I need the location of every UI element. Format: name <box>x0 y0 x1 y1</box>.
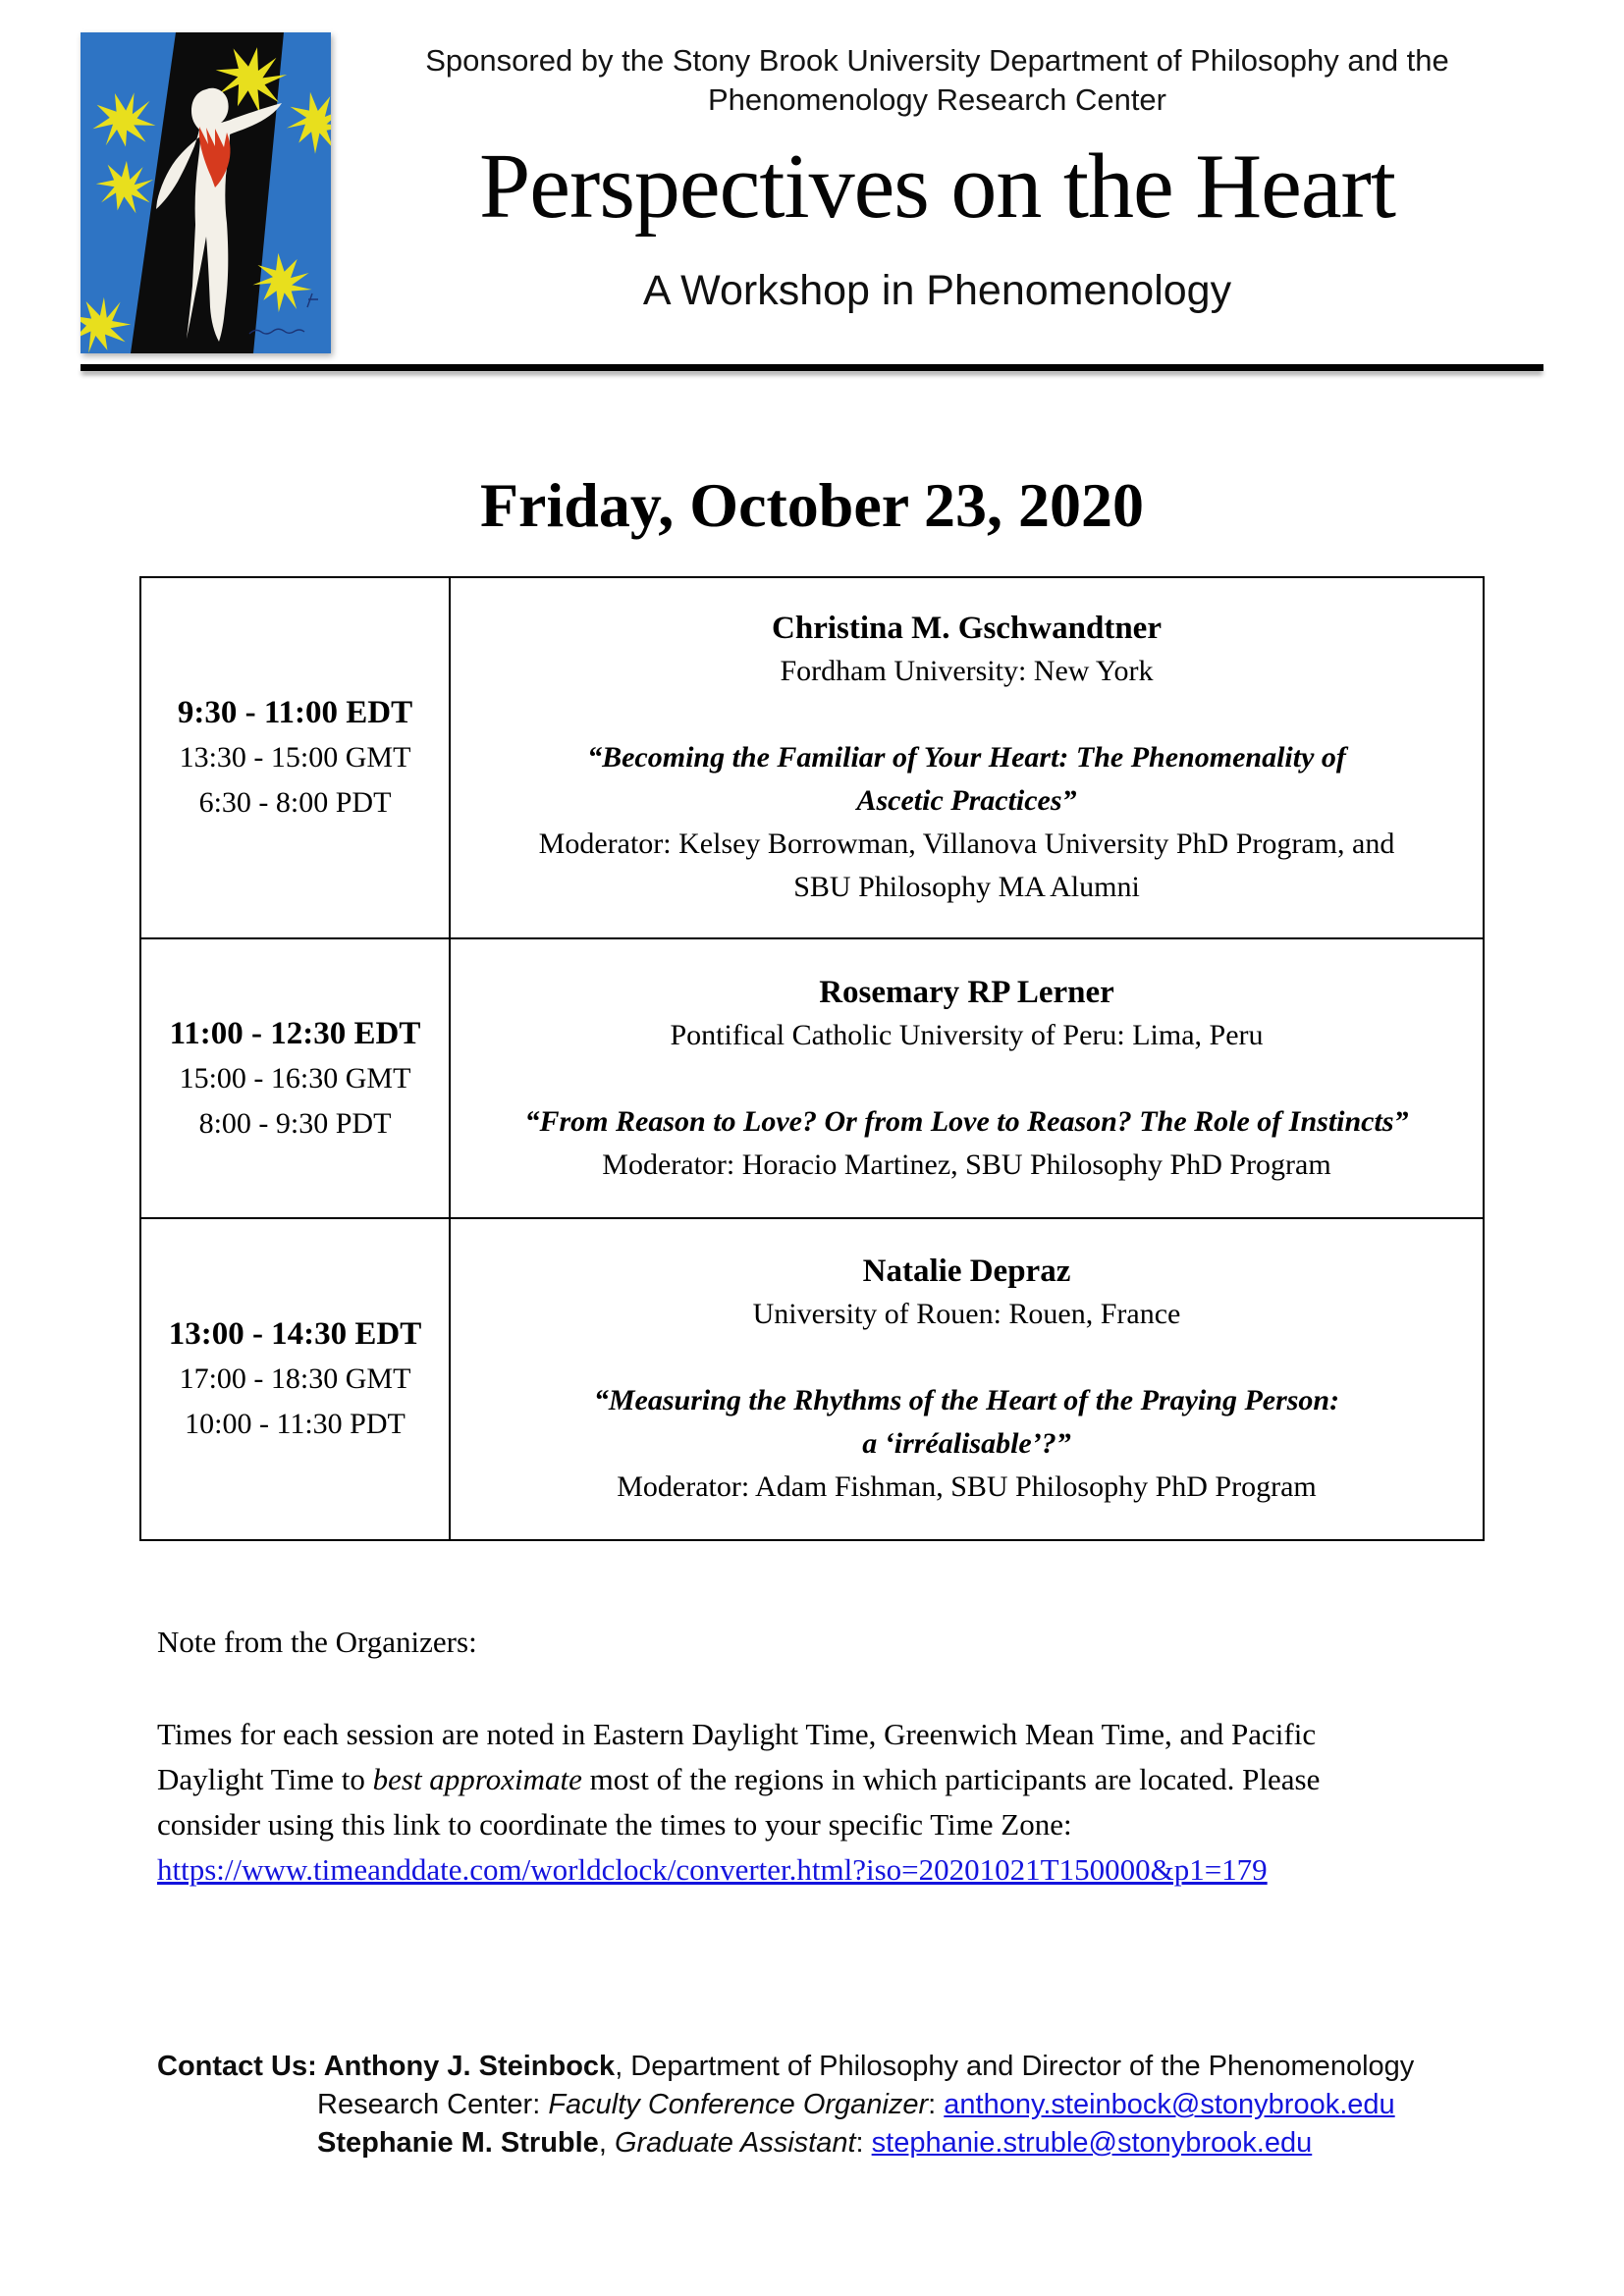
moderator-line: Moderator: Kelsey Borrowman, Villanova University PhD Program, and <box>538 828 1395 860</box>
schedule-table <box>139 576 1485 1541</box>
email-link-steinbock[interactable]: anthony.steinbock@stonybrook.edu <box>944 2089 1395 2120</box>
time-pdt: 10:00 - 11:30 PDT <box>185 1408 406 1440</box>
time-edt: 9:30 - 11:00 EDT <box>177 695 413 730</box>
contact-line-1 <box>157 2048 1492 2086</box>
moderator-line: Moderator: Horacio Martinez, SBU Philosophy PhD Program <box>602 1148 1331 1181</box>
spacer <box>464 1057 1469 1100</box>
time-pdt: 8:00 - 9:30 PDT <box>198 1106 392 1140</box>
session-row <box>140 938 1484 1218</box>
contact-text: , Department of Philosophy and Director of the Phenomenology <box>615 2051 1415 2082</box>
talk-title-line: a ‘irréalisable’?” <box>862 1427 1071 1460</box>
talk-title-line: “From Reason to Love? Or from Love to Reason? The Role of Instincts” <box>524 1104 1409 1138</box>
matisse-icarus-artwork <box>81 32 331 353</box>
page-title: Perspectives on the Heart <box>479 135 1395 238</box>
note-text-line: consider using this link to coordinate the times to your specific Time Zone: <box>157 1807 1072 1842</box>
talk-title-line: Ascetic Practices” <box>856 784 1077 817</box>
speaker-name: Christina M. Gschwandtner <box>772 611 1162 646</box>
time-cell <box>140 1218 450 1540</box>
spacer <box>464 1336 1469 1379</box>
speaker-affiliation: University of Rouen: Rouen, France <box>752 1298 1181 1330</box>
moderator-line: Moderator: Adam Fishman, SBU Philosophy PhD Program <box>617 1470 1317 1503</box>
note-heading: Note from the Organizers: <box>157 1625 477 1659</box>
contact-name-bold: Contact Us: Anthony J. Steinbock <box>157 2051 616 2082</box>
contact-text: : <box>928 2089 945 2120</box>
session-row <box>140 1218 1484 1540</box>
header-rule <box>81 364 1543 371</box>
organizers-note <box>157 1620 1463 1893</box>
note-text-segment: most of the regions in which participants are located. Please <box>581 1762 1321 1796</box>
contact-text: Research Center: <box>317 2089 549 2120</box>
time-gmt: 15:00 - 16:30 GMT <box>179 1061 411 1095</box>
time-pdt: 6:30 - 8:00 PDT <box>198 786 392 819</box>
note-text-line: Times for each session are noted in Eastern Daylight Time, Greenwich Mean Time, and Pacific <box>157 1717 1317 1751</box>
header <box>331 41 1543 315</box>
session-row <box>140 577 1484 938</box>
speaker-affiliation: Fordham University: New York <box>780 655 1154 687</box>
contact-text: : <box>855 2127 872 2159</box>
timezone-converter-link[interactable]: https://www.timeanddate.com/worldclock/converter.html?iso=20201021T150000&p1=179 <box>157 1852 1268 1887</box>
speaker-name: Rosemary RP Lerner <box>819 974 1114 1010</box>
date-heading: Friday, October 23, 2020 <box>479 470 1145 540</box>
time-edt: 11:00 - 12:30 EDT <box>169 1015 421 1051</box>
time-cell <box>140 577 450 938</box>
moderator-line: SBU Philosophy MA Alumni <box>793 871 1140 903</box>
time-gmt: 13:30 - 15:00 GMT <box>179 741 411 774</box>
contact-text: , <box>598 2127 615 2159</box>
sponsor-line-1: Sponsored by the Stony Brook University Department of Philosophy and the <box>425 43 1449 78</box>
contact-block <box>157 2048 1492 2163</box>
sponsor-line-2: Phenomenology Research Center <box>708 82 1166 117</box>
note-text-segment: Daylight Time to <box>157 1762 373 1796</box>
session-cell <box>450 577 1484 938</box>
contact-role-italic: Faculty Conference Organizer <box>548 2089 929 2120</box>
spacer <box>464 693 1469 736</box>
contact-line-2 <box>317 2086 1492 2124</box>
time-edt: 13:00 - 14:30 EDT <box>168 1316 422 1352</box>
session-cell <box>450 938 1484 1218</box>
speaker-name: Natalie Depraz <box>862 1254 1071 1289</box>
page-subtitle: A Workshop in Phenomenology <box>642 267 1232 314</box>
note-text-italic: best approximate <box>372 1762 582 1796</box>
session-cell <box>450 1218 1484 1540</box>
note-text-line <box>157 1757 1463 1802</box>
contact-name-bold: Stephanie M. Struble <box>317 2127 599 2159</box>
time-gmt: 17:00 - 18:30 GMT <box>179 1362 411 1395</box>
email-link-struble[interactable]: stephanie.struble@stonybrook.edu <box>871 2127 1313 2159</box>
contact-role-italic: Graduate Assistant <box>614 2127 856 2159</box>
speaker-affiliation: Pontifical Catholic University of Peru: Lima, Peru <box>670 1018 1264 1051</box>
talk-title-line: “Measuring the Rhythms of the Heart of the Praying Person: <box>593 1384 1340 1416</box>
contact-line-3 <box>317 2124 1492 2163</box>
talk-title-line: “Becoming the Familiar of Your Heart: The Phenomenality of <box>587 741 1346 774</box>
time-cell <box>140 938 450 1218</box>
